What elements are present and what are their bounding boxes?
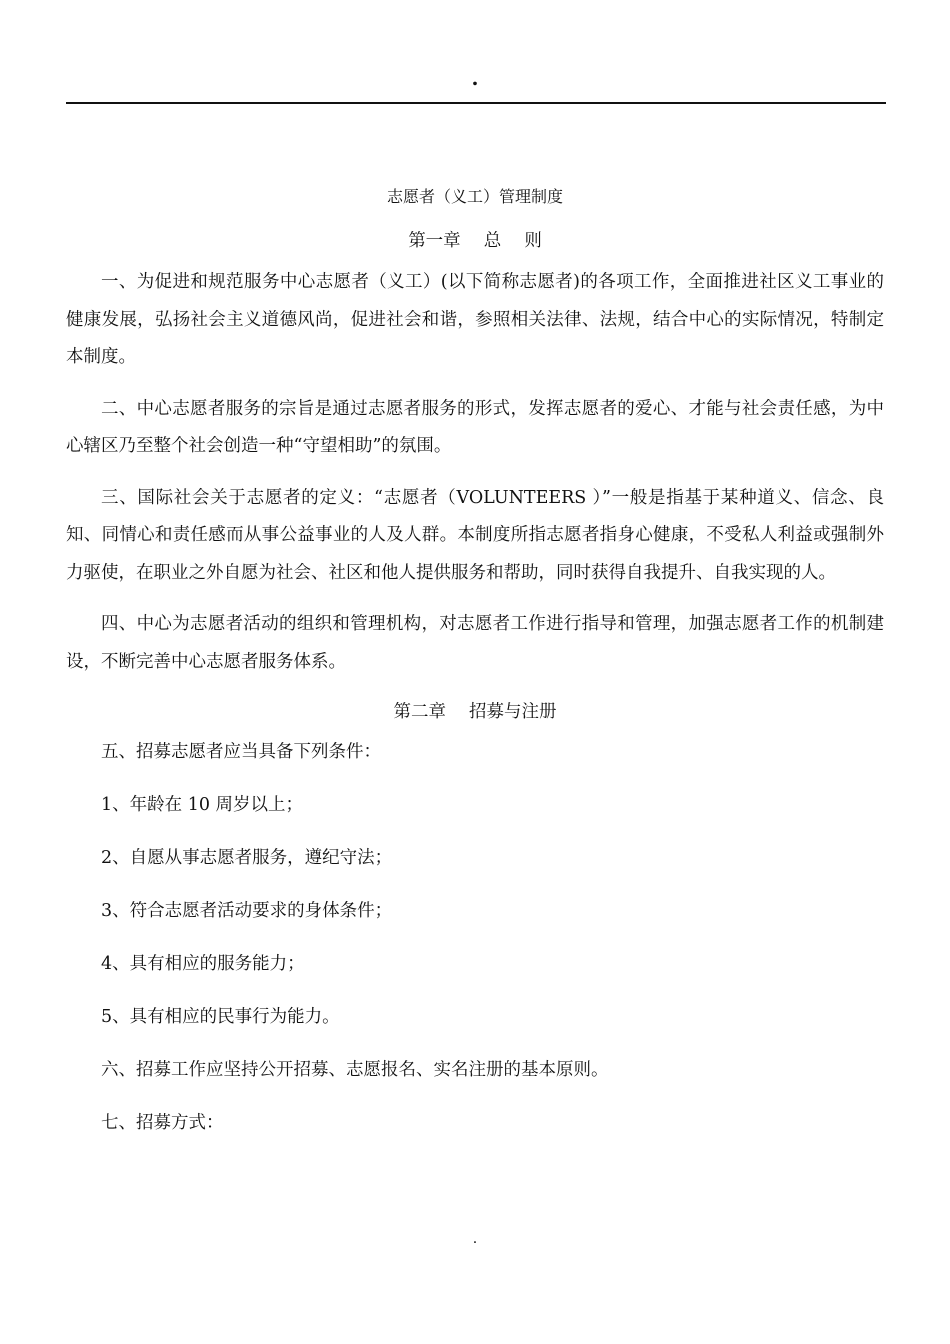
header-rule [66, 102, 886, 104]
document-body [66, 180, 884, 1159]
footer-dot: . [472, 1231, 478, 1247]
chapter-2-heading: 第二章 招募与注册 [393, 702, 557, 722]
article-6: 六、招募工作应坚持公开招募、志愿报名、实名注册的基本原则。 [101, 1060, 609, 1080]
condition-5: 5、具有相应的民事行为能力。 [101, 1007, 340, 1027]
condition-3: 3、符合志愿者活动要求的身体条件； [101, 901, 393, 921]
condition-4: 4、具有相应的服务能力； [101, 954, 305, 974]
article-3: 三、国际社会关于志愿者的定义：“志愿者（VOLUNTEERS ）”一般是指基于某种道义、信念、良知、同情心和责任感而从事公益事业的人及人群。本制度所指志愿者指身心健康，不受私人利益或强制外力驱使，在职业之外自愿为社会、社区和他人提供服务和帮助，同时获得自我提升、自我实现的人。 [66, 487, 884, 583]
article-2: 二、中心志愿者服务的宗旨是通过志愿者服务的形式，发挥志愿者的爱心、才能与社会责任感，为中心辖区乃至整个社会创造一种“守望相助”的氛围。 [66, 398, 884, 456]
header-dot: . [471, 66, 479, 90]
article-1: 一、为促进和规范服务中心志愿者（义工）(以下简称志愿者)的各项工作，全面推进社区义工事业的健康发展，弘扬社会主义道德风尚，促进社会和谐，参照相关法律、法规，结合中心的实际情况，特制定本制度。 [66, 272, 884, 367]
condition-2: 2、自愿从事志愿者服务，遵纪守法； [101, 848, 393, 868]
document-title: 志愿者（义工）管理制度 [386, 187, 563, 206]
chapter-1-heading: 第一章 总 则 [408, 231, 542, 251]
condition-1: 1、年龄在 10 周岁以上； [101, 795, 304, 815]
article-5: 五、招募志愿者应当具备下列条件： [101, 742, 381, 762]
article-4: 四、中心为志愿者活动的组织和管理机构，对志愿者工作进行指导和管理，加强志愿者工作的机制建设，不断完善中心志愿者服务体系。 [66, 614, 884, 672]
article-7: 七、招募方式： [101, 1113, 224, 1133]
